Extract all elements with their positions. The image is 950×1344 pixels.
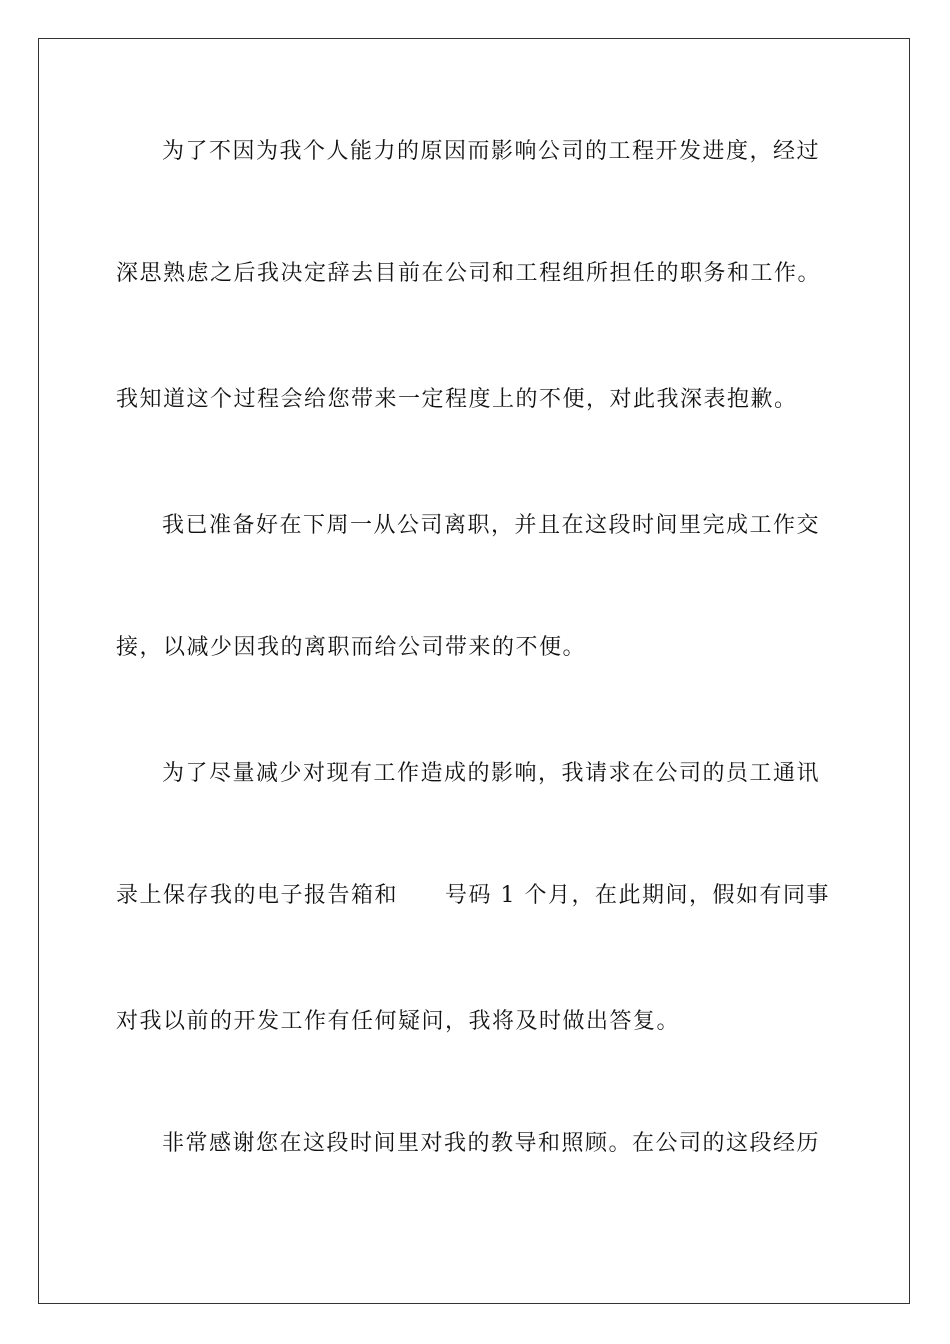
text-line: 对我以前的开发工作有任何疑问，我将及时做出答复。	[116, 1009, 681, 1034]
text-line: 接，以减少因我的离职而给公司带来的不便。	[116, 635, 587, 660]
text-line: 为了尽量减少对现有工作造成的影响，我请求在公司的员工通讯	[162, 761, 821, 786]
text-line: 非常感谢您在这段时间里对我的教导和照顾。在公司的这段经历	[162, 1131, 821, 1156]
page-border	[38, 38, 910, 1304]
text-line: 我知道这个过程会给您带来一定程度上的不便，对此我深表抱歉。	[116, 387, 798, 412]
text-line: 为了不因为我个人能力的原因而影响公司的工程开发进度，经过	[162, 139, 821, 164]
text-line: 深思熟虑之后我决定辞去目前在公司和工程组所担任的职务和工作。	[116, 261, 822, 286]
text-line: 录上保存我的电子报告箱和 号码 1 个月，在此期间，假如有同事	[116, 883, 830, 908]
text-line: 我已准备好在下周一从公司离职，并且在这段时间里完成工作交	[162, 513, 821, 538]
